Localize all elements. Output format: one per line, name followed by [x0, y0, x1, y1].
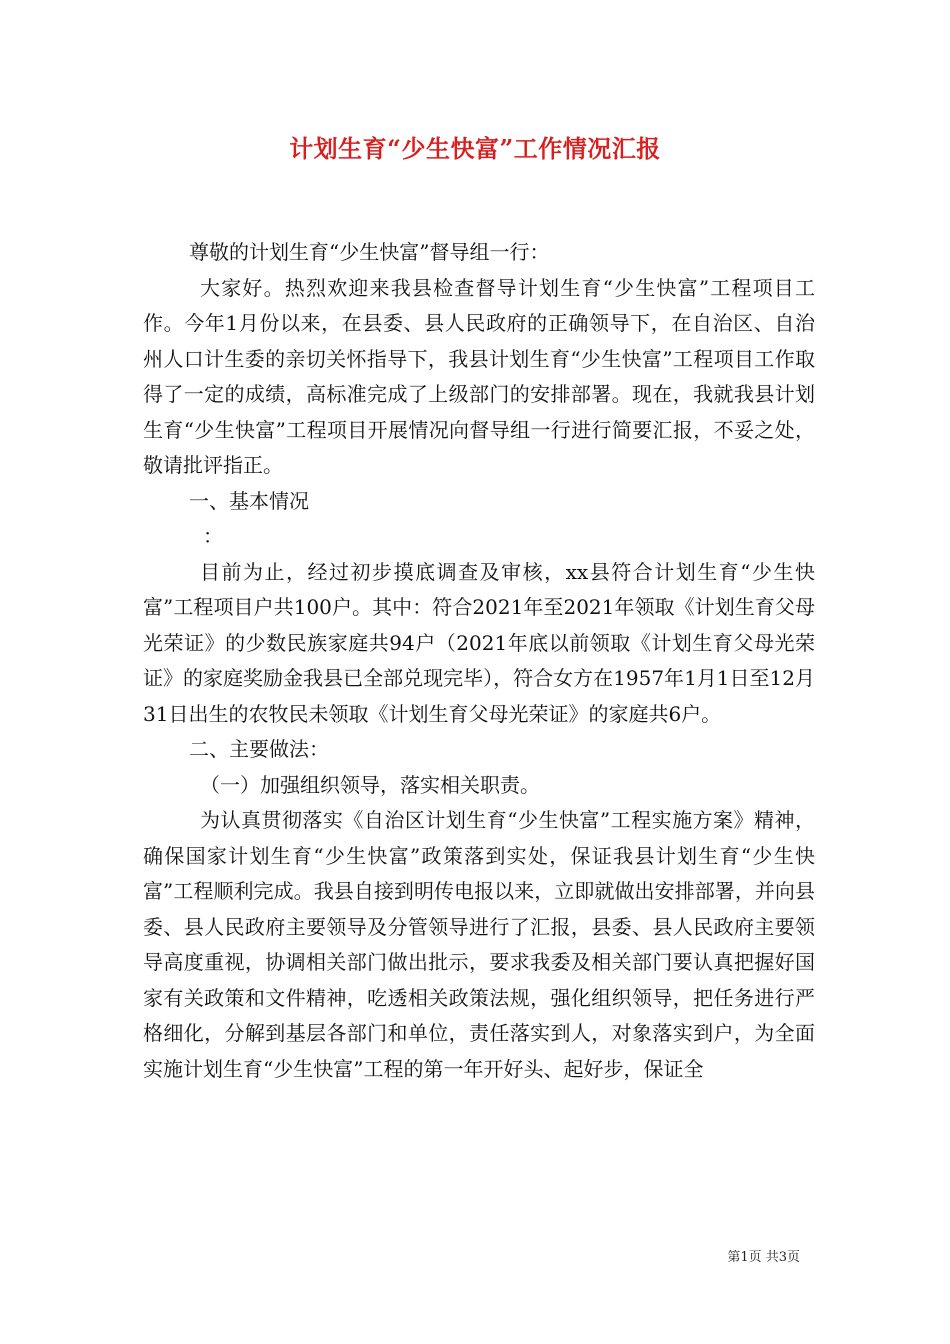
- section-heading-main-practices: 二、主要做法：: [189, 737, 329, 761]
- page-number: 第1页 共3页: [727, 1250, 800, 1265]
- document-body: [143, 235, 815, 1087]
- salutation: 尊敬的计划生育“少生快富”督导组一行：: [189, 240, 550, 264]
- page-title: 计划生育“少生快富”工作情况汇报: [289, 134, 661, 163]
- sub-heading-organization: （一）加强组织领导，落实相关职责。: [200, 772, 540, 797]
- intro-paragraph: 大家好。热烈欢迎来我县检查督导计划生育“少生快富”工程项目工作。今年1月份以来，在县委、县人民政府的正确领导下，在自治区、自治州人口计生委的亲切关怀指导下，我县计划生育“少生快富”工程项目工作取得了一定的成绩，高标准完成了上级部门的安排部署。现在，我就我县计划生育“少生快富”工程项目开展情况向督导组一行进行简要汇报，不妥之处，敬请批评指正。: [143, 275, 815, 477]
- organization-paragraph: 为认真贯彻落实《自治区计划生育“少生快富”工程实施方案》精神，确保国家计划生育“少生快富”政策落到实处，保证我县计划生育“少生快富”工程顺利完成。我县自接到明传电报以来，立即就做出安排部署，并向县委、县人民政府主要领导及分管领导进行了汇报，县委、县人民政府主要领导高度重视，协调相关部门做出批示，要求我委及相关部门要认真把握好国家有关政策和文件精神，吃透相关政策法规，强化组织领导，把任务进行严格细化，分解到基层各部门和单位，责任落实到人，对象落实到户，为全面实施计划生育“少生快富”工程的第一年开好头、起好步，保证全: [143, 808, 815, 1081]
- section-heading-basic-situation: 一、基本情况: [189, 488, 309, 513]
- stray-colon: ：: [203, 524, 223, 548]
- basic-situation-paragraph: 目前为止，经过初步摸底调查及审核，xx县符合计划生育“少生快富”工程项目户共100户。其中：符合2021年至2021年领取《计划生育父母光荣证》的少数民族家庭共94户（2021年底以前领取《计划生育父母光荣证》的家庭奖励金我县已全部兑现完毕），符合女方在1957年1月1日至12月31日出生的农牧民未领取《计划生育父母光荣证》的家庭共6户。: [143, 559, 815, 726]
